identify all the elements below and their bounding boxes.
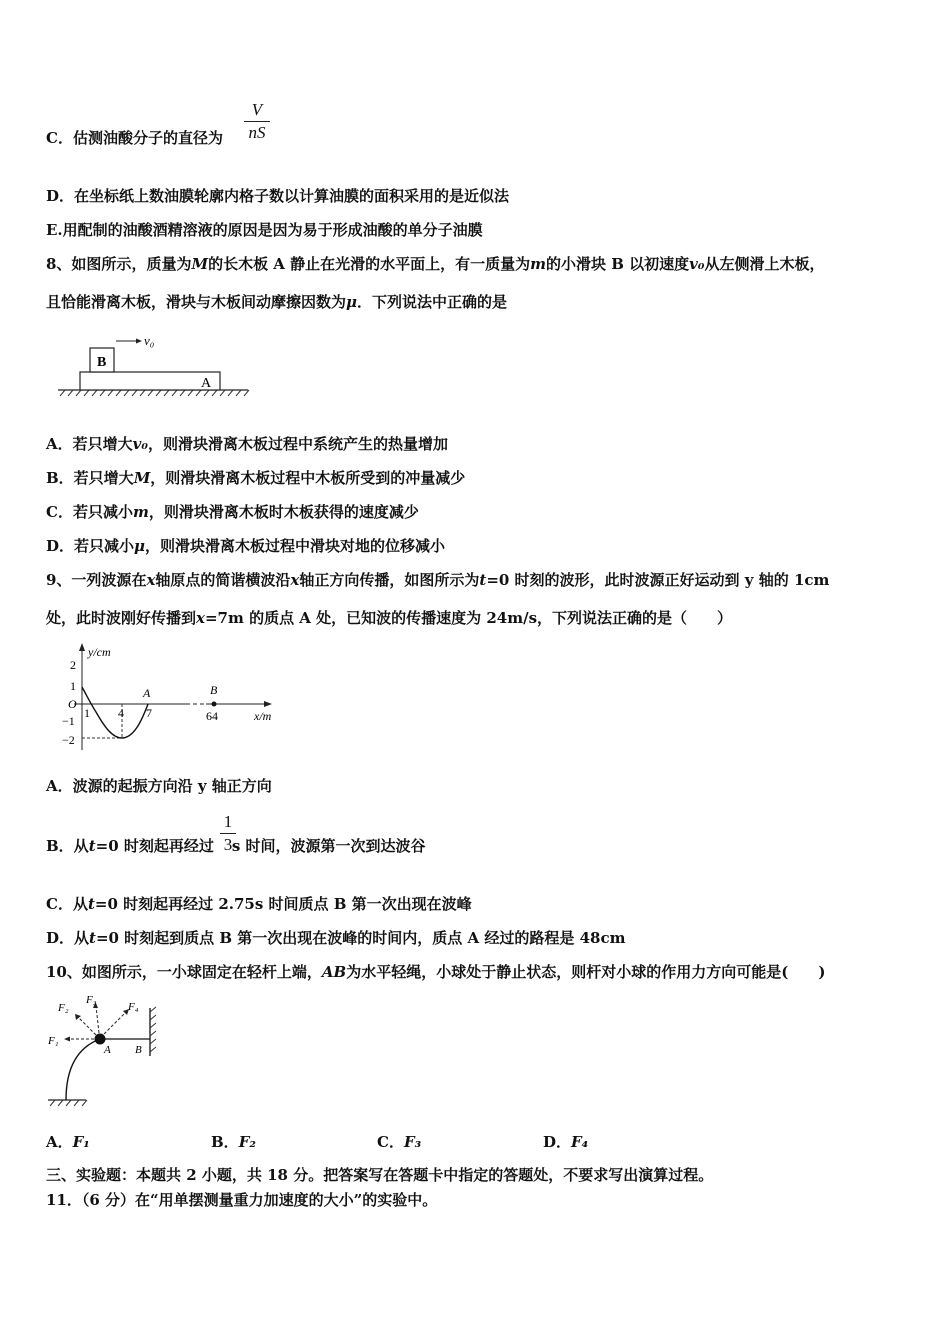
q8-stem-line1: 8、如图所示，质量为M的长木板 A 静止在光滑的水平面上，有一质量为m的小滑块 B 以初速度v₀从左侧滑上木板， [46,255,825,273]
q8-option-a: A．若只增大v₀，则滑块滑离木板过程中系统产生的热量增加 [46,435,448,453]
x-tick-7: 7 [146,706,152,720]
point-b-label: B [135,1044,142,1056]
q10-option-c: C．F₃ [377,1133,422,1151]
q7-option-d: D．在坐标纸上数油膜轮廓内格子数以计算油膜的面积采用的是近似法 [46,187,510,205]
q10-option-a: A．F₁ [46,1133,90,1151]
f2-label: F₂ [58,1002,69,1014]
section-3-heading: 三、实验题：本题共 2 小题，共 18 分。把答案写在答题卡中指定的答题处，不要求写出演算过程。 [46,1166,714,1184]
fraction-bar [244,121,270,122]
f4-label: F₄ [128,1001,139,1013]
q10-option-b: B．F₂ [211,1133,256,1151]
force-f2 [78,1017,96,1035]
q9-option-d: D．从t=0 时刻起到质点 B 第一次出现在波峰的时间内，质点 A 经过的路程是 48cm [46,929,626,947]
q9-fraction-denominator: 3 [223,835,233,854]
point-a-label: A [104,1044,111,1056]
point-b [212,702,217,707]
light-rod [66,1039,100,1100]
q9-option-a: A．波源的起振方向沿 y 轴正方向 [46,777,272,795]
q9-wave-figure [56,640,286,755]
q10-option-d: D．F₄ [543,1133,589,1151]
q7-option-c: C．估测油酸分子的直径为 [46,129,223,147]
y-tick-neg2: −2 [62,733,75,747]
q9-option-b: B．从t=0 时刻起再经过 s 时间，波源第一次到达波谷 [46,837,426,855]
x-tick-1: 1 [84,706,90,720]
force-f4 [104,1012,126,1034]
q10-stem: 10、如图所示，一小球固定在轻杆上端，AB为水平轻绳，小球处于静止状态，则杆对小球的作用力方向可能是( ) [46,963,826,981]
q9-stem-line2: 处，此时波刚好传播到x=7m 的质点 A 处，已知波的传播速度为 24m/s，下列说法正确的是（ ） [46,609,733,627]
x-tick-64: 64 [206,709,218,723]
wave-curve [82,687,148,738]
y-tick-neg1: −1 [62,714,75,728]
q11-stem: 11．（6 分）在“用单摆测量重力加速度的大小”的实验中。 [46,1191,438,1209]
force-arrows [68,1006,126,1039]
q7-fraction-v-over-ns [244,100,270,143]
q8-stem-line2: 且恰能滑离木板，滑块与木板间动摩擦因数为μ．下列说法中正确的是 [46,293,508,311]
q7-option-e: E.用配制的油酸酒精溶液的原因是因为易于形成油酸的单分子油膜 [46,221,483,239]
ground-hatching [50,1100,87,1106]
q9-fraction-one-third [220,812,236,855]
board-a [80,372,220,390]
force-f3 [96,1006,99,1033]
q9-option-c: C．从t=0 时刻起再经过 2.75s 时间质点 B 第一次出现在波峰 [46,895,472,913]
y-tick-2: 2 [70,658,76,672]
point-b-label: B [210,683,218,697]
force-f1-head [64,1037,70,1042]
y-axis-label: y/cm [88,645,111,659]
q8-option-b: B．若只增大M，则滑块滑离木板过程中木板所受到的冲量减少 [46,469,466,487]
velocity-arrow-head [136,339,142,344]
ball-a [95,1034,106,1045]
velocity-label: v₀ [144,333,155,348]
ground-hatching [60,390,249,396]
q8-option-c: C．若只减小m，则滑块滑离木板时木板获得的速度减少 [46,503,419,521]
fraction-bar [220,833,236,834]
y-axis-arrow [79,643,85,651]
block-b-label: B [97,355,107,370]
f1-label: F₁ [48,1035,59,1047]
wall-hatching [150,1007,156,1052]
q7-fraction-numerator: V [251,100,263,119]
q8-figure-board-block [54,330,254,400]
x-tick-4: 4 [118,706,124,720]
point-a-label: A [143,686,151,700]
q10-figure-rod-ball [42,988,172,1110]
x-axis-arrow [264,701,272,707]
q9-fraction-numerator: 1 [223,812,233,831]
x-axis-label: x/m [254,709,272,723]
q7-fraction-denominator: nS [248,123,266,142]
board-a-label: A [201,376,212,391]
origin-label: O [68,697,77,711]
q9-stem-line1: 9、一列波源在x轴原点的简谐横波沿x轴正方向传播，如图所示为t=0 时刻的波形，此时波源正好运动到 y 轴的 1cm [46,571,830,589]
q8-option-d: D．若只减小μ，则滑块滑离木板过程中滑块对地的位移减小 [46,537,446,555]
y-tick-1: 1 [70,679,76,693]
f3-label: F₃ [86,994,97,1006]
